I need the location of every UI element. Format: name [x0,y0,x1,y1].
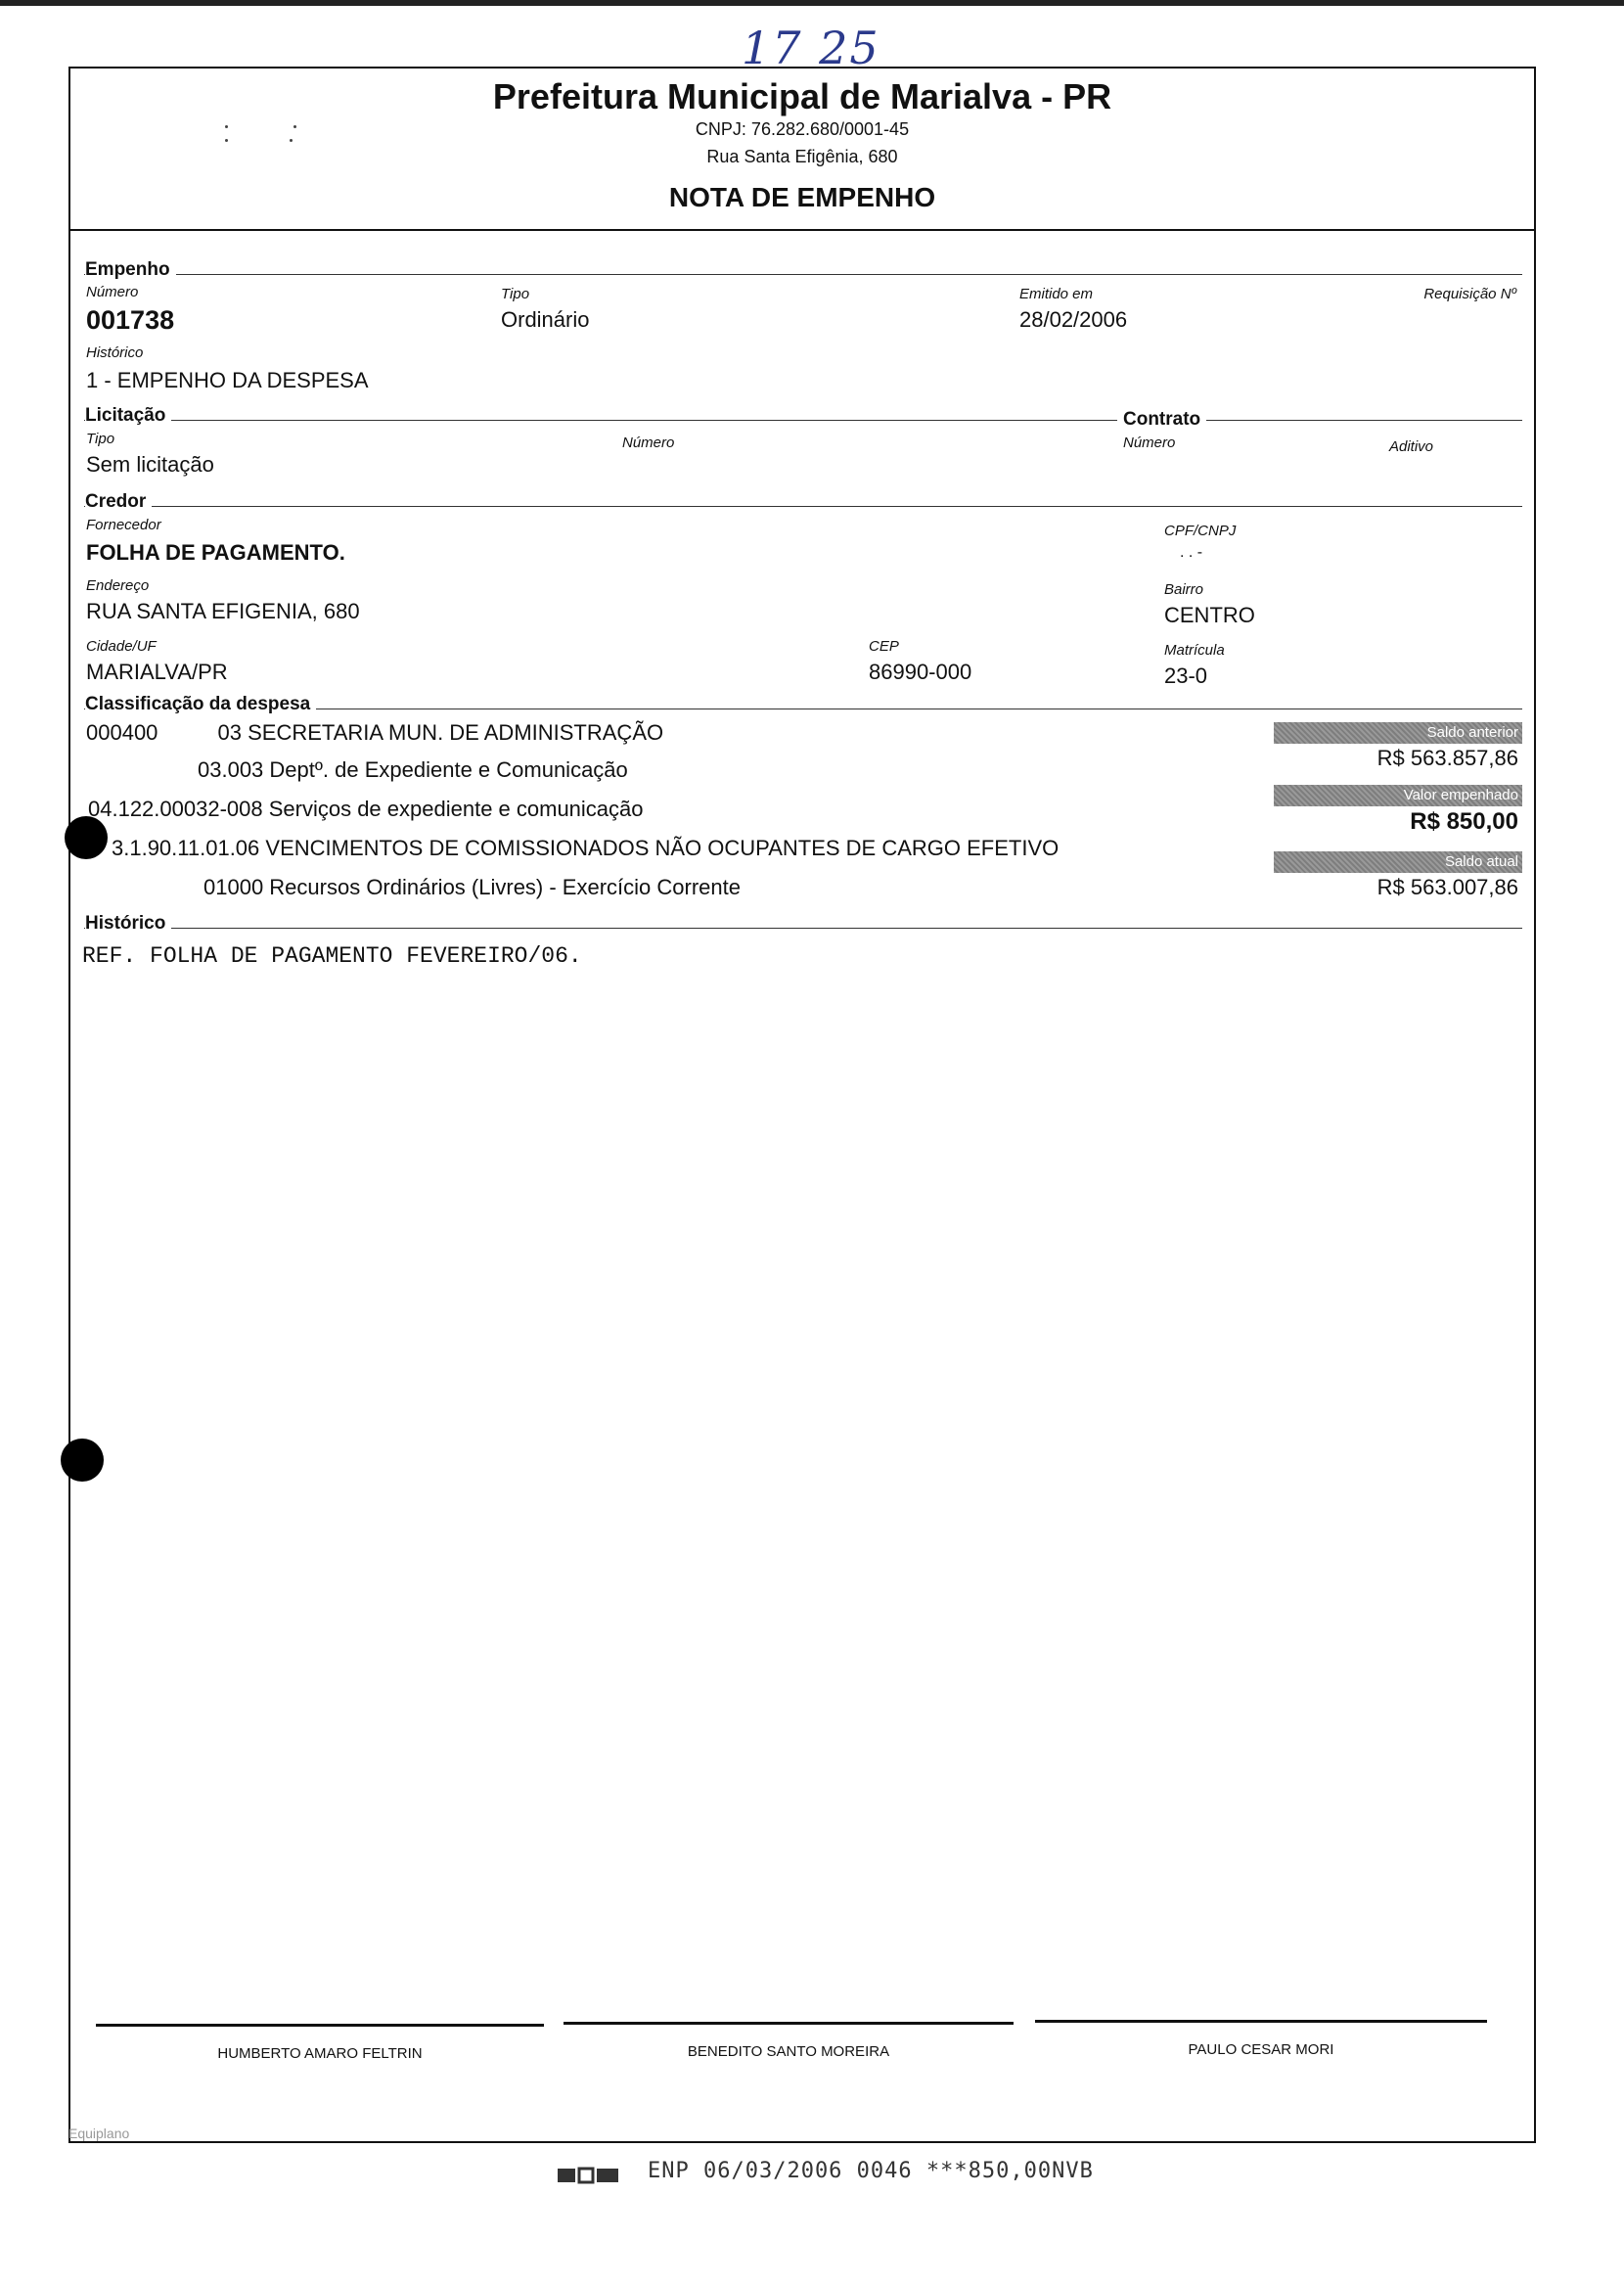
punch-hole [61,1439,104,1482]
empenho-tipo-value: Ordinário [501,307,590,332]
valor-empenhado-value: R$ 850,00 [1410,808,1518,835]
scan-speck [290,139,293,142]
empenho-emitido-value: 28/02/2006 [1019,307,1128,332]
scan-top-border [0,0,1624,6]
credor-endereco-label: Endereço [86,577,150,594]
saldo-atual-value: R$ 563.007,86 [1376,875,1518,899]
historico-section-title: Histórico [85,913,171,935]
signature-line-1 [96,2024,544,2027]
empenho-rule [84,274,1522,275]
credor-cep-label: CEP [869,638,899,655]
signature-name-1: HUMBERTO AMARO FELTRIN [217,2045,423,2062]
credor-cpf-value: . . - [1180,544,1203,561]
credor-bairro-label: Bairro [1164,581,1204,598]
valor-empenhado-label: Valor empenhado [1274,785,1522,806]
document-title: NOTA DE EMPENHO [668,182,936,212]
credor-matricula-value: 23-0 [1164,663,1208,688]
institution-name: Prefeitura Municipal de Marialva - PR [492,76,1112,116]
historico-text: REF. FOLHA DE PAGAMENTO FEVEREIRO/06. [82,943,582,969]
empenho-historico-label: Histórico [86,344,144,361]
credor-cep-value: 86990-000 [869,660,972,684]
licitacao-rule [84,420,1522,421]
licitacao-section-title: Licitação [85,405,171,427]
signature-line-2 [564,2022,1014,2025]
credor-bairro-value: CENTRO [1164,603,1255,627]
saldo-anterior-label: Saldo anterior [1274,722,1522,744]
bottom-stamp: ENP 06/03/2006 0046 ***850,00NVB [648,2159,1094,2183]
classificacao-line-unidade: 03.003 Deptº. de Expediente e Comunicação [198,757,628,782]
signature-name-3: PAULO CESAR MORI [1188,2041,1334,2058]
credor-rule [84,506,1522,507]
handwritten-page-number: 17 25 [742,22,880,74]
credor-cidade-value: MARIALVA/PR [86,660,228,684]
saldo-atual-label: Saldo atual [1274,851,1522,873]
credor-cidade-label: Cidade/UF [86,638,157,655]
empenho-numero-label: Número [86,284,139,300]
empenho-requisicao-label: Requisição Nº [1423,286,1516,302]
saldo-anterior-value: R$ 563.857,86 [1376,746,1518,770]
empenho-historico-value: 1 - EMPENHO DA DESPESA [86,368,369,392]
licitacao-tipo-value: Sem licitação [86,452,214,477]
signature-name-2: BENEDITO SANTO MOREIRA [687,2043,890,2060]
classificacao-line-orgao: 000400 03 SECRETARIA MUN. DE ADMINISTRAÇÃO [86,720,664,745]
empenho-emitido-label: Emitido em [1019,286,1094,302]
licitacao-numero-label: Número [622,434,675,451]
classificacao-line-natureza: 3.1.90.11.01.06 VENCIMENTOS DE COMISSIONADOS NÃO OCUPANTES DE CARGO EFETIVO [112,836,1060,860]
scan-speck [293,125,296,128]
historico-rule [84,928,1522,929]
credor-fornecedor-value: FOLHA DE PAGAMENTO. [86,540,345,565]
empenho-tipo-label: Tipo [501,286,530,302]
empenho-numero-value: 001738 [86,305,175,335]
scan-speck [225,139,228,142]
stamp-logo [558,2163,622,2188]
licitacao-tipo-label: Tipo [86,431,115,447]
classificacao-line-funcional: 04.122.00032-008 Serviços de expediente e comunicação [88,797,644,821]
credor-section-title: Credor [85,491,152,513]
punch-hole [65,816,108,859]
classificacao-line-recurso: 01000 Recursos Ordinários (Livres) - Exercício Corrente [203,875,741,899]
contrato-aditivo-label: Aditivo [1389,438,1434,455]
header-divider [68,229,1536,231]
classificacao-section-title: Classificação da despesa [85,694,316,715]
contrato-section-title: Contrato [1117,409,1206,431]
empenho-section-title: Empenho [85,259,176,281]
contrato-numero-label: Número [1123,434,1176,451]
institution-address: Rua Santa Efigênia, 680 [706,147,898,166]
signature-line-3 [1035,2020,1487,2023]
institution-cnpj: CNPJ: 76.282.680/0001-45 [695,119,910,139]
footer-brand: Equiplano [68,2126,130,2141]
credor-endereco-value: RUA SANTA EFIGENIA, 680 [86,599,360,623]
credor-matricula-label: Matrícula [1164,642,1225,659]
scan-speck [225,125,228,128]
credor-fornecedor-label: Fornecedor [86,517,161,533]
credor-cpf-label: CPF/CNPJ [1164,523,1237,539]
